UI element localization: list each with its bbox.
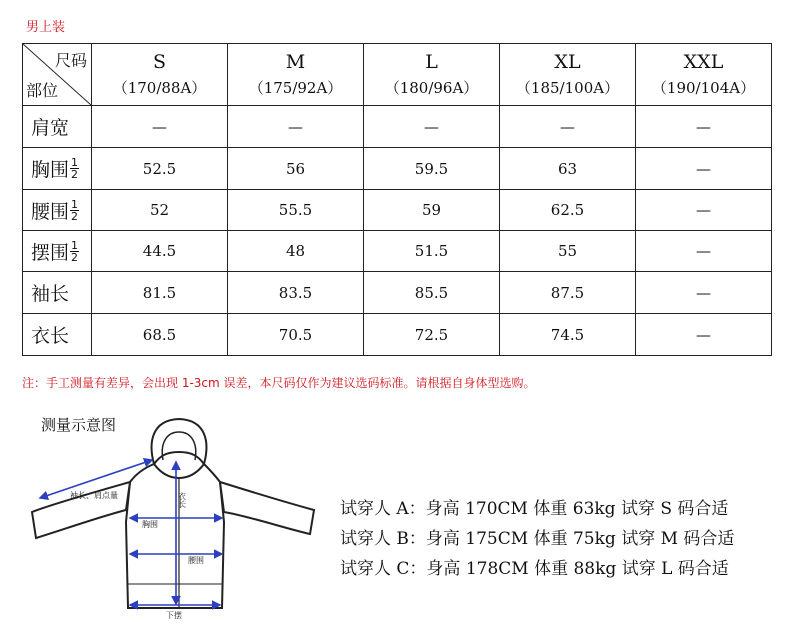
corner-size-label: 尺码 bbox=[54, 51, 87, 70]
size-chart-table bbox=[22, 43, 772, 356]
jacket-measure-diagram bbox=[22, 412, 322, 630]
table-cell: — bbox=[228, 106, 364, 148]
table-row-hem bbox=[23, 231, 772, 272]
table-row-shoulder bbox=[23, 106, 772, 148]
corner-part-label: 部位 bbox=[26, 81, 59, 100]
table-cell: 48 bbox=[228, 231, 364, 272]
half-fraction: $\frac{1}{2}$ bbox=[71, 197, 79, 223]
table-cell: 63 bbox=[500, 148, 636, 190]
table-cell: — bbox=[500, 106, 636, 148]
table-cell: — bbox=[636, 148, 772, 190]
half-fraction: $\frac{1}{2}$ bbox=[71, 156, 79, 181]
half-fraction: $\frac{1}{2}$ bbox=[71, 238, 79, 264]
table-cell: 74.5 bbox=[500, 314, 636, 356]
chest-label: 胸围 bbox=[142, 520, 158, 529]
row-label: 胸围 $\frac{1}{2}$ bbox=[23, 148, 92, 190]
measurement-note: 注：手工测量有差异，会出现 1-3cm 误差，本尺码仅作为建议选码标准。请根据自身体型选购。 bbox=[22, 376, 536, 390]
hood-outline bbox=[152, 419, 207, 464]
size-header-l: L （180/96A） bbox=[364, 44, 500, 106]
size-header-xl: XL （185/100A） bbox=[500, 44, 636, 106]
model-a: 试穿人 A：身高 170CM 体重 63kg 试穿 S 码合适 bbox=[340, 499, 729, 519]
table-cell: — bbox=[636, 190, 772, 231]
size-header-s: S （170/88A） bbox=[92, 44, 228, 106]
table-cell: 81.5 bbox=[92, 272, 228, 314]
hem-label: 下摆 bbox=[166, 611, 182, 620]
right-sleeve-outline bbox=[220, 482, 314, 534]
row-label: 衣长 bbox=[23, 314, 92, 356]
length-label: 衣长 bbox=[177, 492, 187, 508]
corner-header-cell bbox=[23, 44, 92, 106]
table-row-chest bbox=[23, 148, 772, 190]
table-row-sleeve bbox=[23, 272, 772, 314]
row-label: 袖长 bbox=[23, 272, 92, 314]
table-cell: 55 bbox=[500, 231, 636, 272]
diagram-title: 测量示意图 bbox=[41, 416, 117, 434]
table-cell: 44.5 bbox=[92, 231, 228, 272]
table-cell: 87.5 bbox=[500, 272, 636, 314]
table-cell: 85.5 bbox=[364, 272, 500, 314]
model-b: 试穿人 B：身高 175CM 体重 75kg 试穿 M 码合适 bbox=[340, 529, 735, 549]
table-cell: — bbox=[636, 272, 772, 314]
size-header-row bbox=[23, 44, 772, 106]
model-c: 试穿人 C：身高 178CM 体重 88kg 试穿 L 码合适 bbox=[340, 559, 729, 579]
size-header-xxl: XXL （190/104A） bbox=[636, 44, 772, 106]
table-cell: 59 bbox=[364, 190, 500, 231]
table-cell: 62.5 bbox=[500, 190, 636, 231]
row-label: 腰围 $\frac{1}{2}$ bbox=[23, 190, 92, 231]
table-cell: 70.5 bbox=[228, 314, 364, 356]
waist-label: 腰围 bbox=[188, 556, 204, 565]
table-cell: — bbox=[636, 106, 772, 148]
table-cell: 55.5 bbox=[228, 190, 364, 231]
table-cell: 68.5 bbox=[92, 314, 228, 356]
table-cell: 59.5 bbox=[364, 148, 500, 190]
fitting-models bbox=[340, 494, 734, 584]
table-cell: 83.5 bbox=[228, 272, 364, 314]
table-cell: — bbox=[364, 106, 500, 148]
size-header-m: M （175/92A） bbox=[228, 44, 364, 106]
jacket-body-outline bbox=[126, 464, 224, 608]
table-cell: 52 bbox=[92, 190, 228, 231]
table-cell: 72.5 bbox=[364, 314, 500, 356]
row-label: 肩宽 bbox=[23, 106, 92, 148]
table-row-waist bbox=[23, 190, 772, 231]
table-row-length bbox=[23, 314, 772, 356]
sleeve-label: 袖长、肩点量 bbox=[70, 491, 118, 500]
row-label: 摆围 $\frac{1}{2}$ bbox=[23, 231, 92, 272]
table-cell: 56 bbox=[228, 148, 364, 190]
page-title: 男上装 bbox=[26, 20, 66, 35]
table-cell: — bbox=[636, 314, 772, 356]
table-cell: — bbox=[636, 231, 772, 272]
table-cell: 52.5 bbox=[92, 148, 228, 190]
table-cell: 51.5 bbox=[364, 231, 500, 272]
table-cell: — bbox=[92, 106, 228, 148]
